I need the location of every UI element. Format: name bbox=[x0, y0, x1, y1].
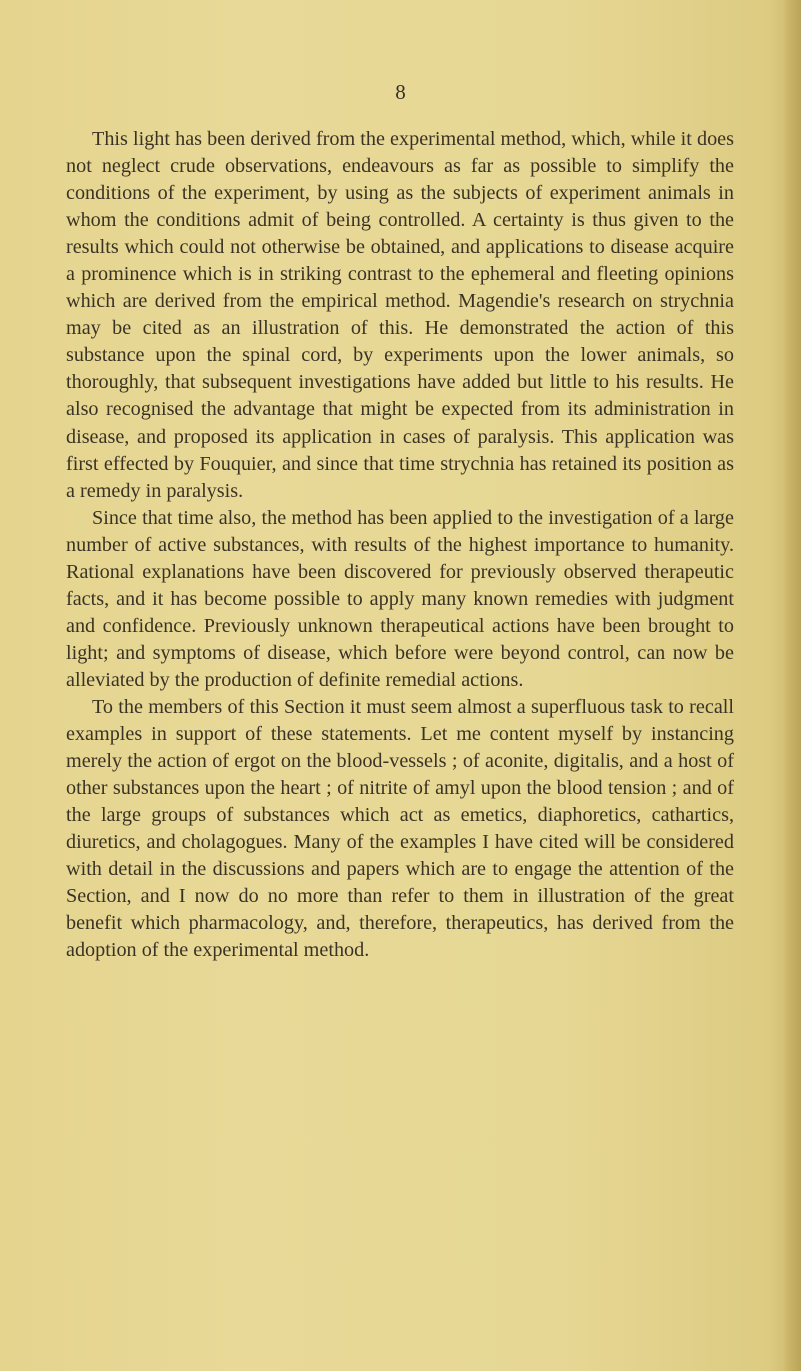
page-edge-shadow bbox=[783, 0, 801, 1371]
paragraph-3: To the members of this Section it must seem almost a superfluous task to recall examples in support of these statements. Let me content myself by instancing merely the action of ergot on the blood-vessels ; of aconite, digitalis, and a host of other substances upon the heart ; of nitrite of amyl upon the blood tension ; and of the large groups of substances which act as emetics, diaphoretics, cathartics, diuretics, and cholagogues. Many of the examples I have cited will be considered with detail in the discussions and papers which are to engage the attention of the Section, and I now do no more than refer to them in illustration of the great benefit which pharmacology, and, therefore, therapeutics, has derived from the adoption of the experimental method. bbox=[66, 695, 734, 962]
paragraph-2: Since that time also, the method has been applied to the investigation of a large number of active substances, with results of the highest importance to humanity. Rational explanations have been discovered for previously observed therapeutic facts, and it has become possible to apply many known remedies with judgment and confidence. Previously unknown therapeutical actions have been brought to light; and symptoms of disease, which before were beyond control, can now be alleviated by the production of definite remedial actions. bbox=[66, 506, 734, 691]
paragraph-1: This light has been derived from the experimental method, which, while it does not neglect crude observations, endeavours as far as possible to simplify the conditions of the experiment, by using as the subjects of experiment animals in whom the conditions admit of being controlled. A certainty is thus given to the results which could not otherwise be obtained, and applications to disease acquire a prominence which is in striking contrast to the ephemeral and fleeting opinions which are derived from the empirical method. Magendie's research on strychnia may be cited as an illustration of this. He demonstrated the action of this substance upon the spinal cord, by experiments upon the lower animals, so thoroughly, that subsequent investigations have added but little to his results. He also recognised the advantage that might be expected from its administration in disease, and proposed its application in cases of paralysis. This application was first effected by Fouquier, and since that time strychnia has retained its position as a remedy in paralysis. bbox=[66, 128, 734, 502]
page-number: 8 bbox=[395, 80, 406, 104]
body-text bbox=[66, 126, 734, 964]
